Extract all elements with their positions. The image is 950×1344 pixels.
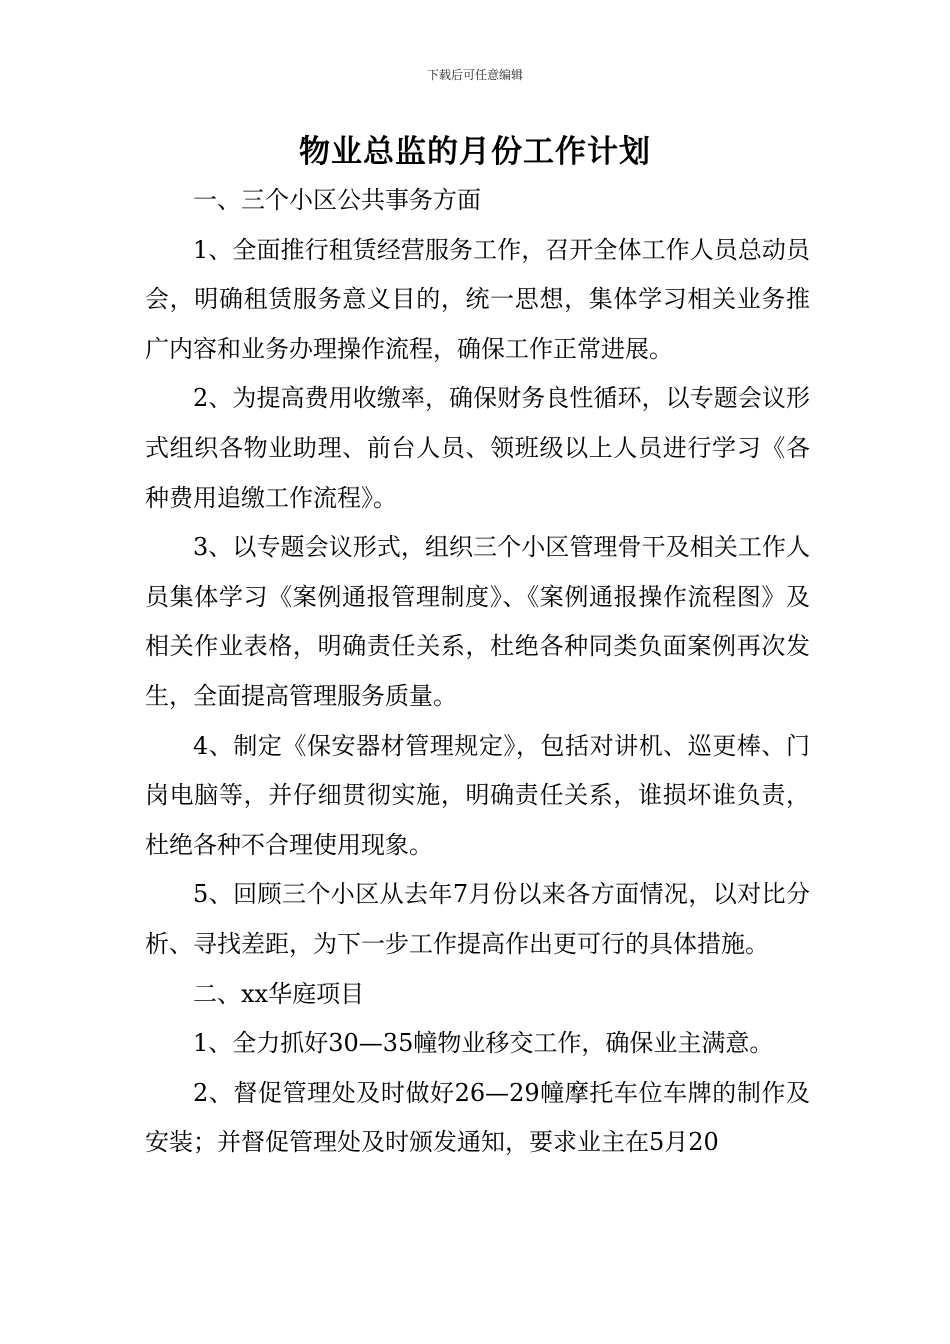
- paragraph-item: 2、督促管理处及时做好26—29幢摩托车位车牌的制作及安装；并督促管理处及时颁发通知，要求业主在5月20: [145, 1078, 810, 1157]
- paragraph-item: 4、制定《保安器材管理规定》，包括对讲机、巡更棒、门岗电脑等，并仔细贯彻实施，明确责任关系，谁损坏谁负责，杜绝各种不合理使用现象。: [145, 731, 810, 859]
- paragraph-item: 5、回顾三个小区从去年7月份以来各方面情况，以对比分析、寻找差距，为下一步工作提高作出更可行的具体措施。: [145, 880, 810, 958]
- document-body: [145, 176, 810, 1168]
- section-heading-2: 二、xx华庭项目: [193, 979, 365, 1008]
- paragraph-item: 1、全面推行租赁经营服务工作，召开全体工作人员总动员会，明确租赁服务意义目的，统一思想，集体学习相关业务推广内容和业务办理操作流程，确保工作正常进展。: [145, 235, 810, 363]
- document-title: 物业总监的月份工作计划: [299, 134, 651, 170]
- page-header-note: 下载后可任意编辑: [426, 68, 523, 82]
- section-heading-1: 一、三个小区公共事务方面: [193, 186, 481, 214]
- paragraph-item: 3、以专题会议形式，组织三个小区管理骨干及相关工作人员集体学习《案例通报管理制度》、《案例通报操作流程图》及相关作业表格，明确责任关系，杜绝各种同类负面案例再次发生，全面提高管理服务质量。: [145, 533, 810, 710]
- paragraph-item: 1、全力抓好30—35幢物业移交工作，确保业主满意。: [193, 1029, 774, 1058]
- paragraph-item: 2、为提高费用收缴率，确保财务良性循环，以专题会议形式组织各物业助理、前台人员、领班级以上人员进行学习《各种费用追缴工作流程》。: [145, 384, 810, 512]
